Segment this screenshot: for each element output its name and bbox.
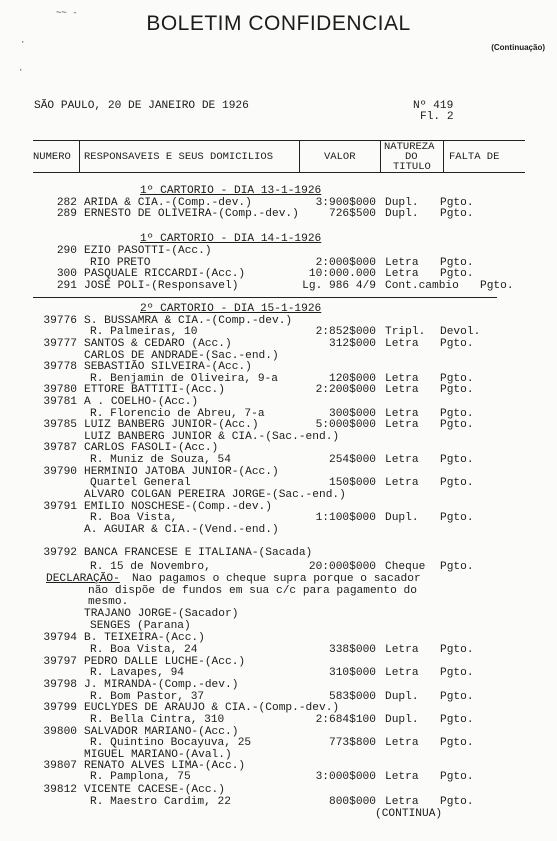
entry-name: R. 15 de Novembro, [90,561,211,573]
entry-name: Quartel General [90,477,191,489]
entry-name: A . COELHO-(Acc.) [84,396,199,408]
entry-natureza: Letra [385,477,419,489]
entry-number: 39799 [43,702,77,714]
section-heading: 1º CARTORIO - DIA 13-1-1926 [140,185,322,197]
entry-name: R. Bella Cintra, 310 [90,714,225,726]
entry-falta: Pgto. [480,280,514,292]
col-natureza-titulo: TITULO [393,161,431,173]
entry-natureza: Letra [385,644,419,656]
entry-falta: Pgto. [440,512,474,524]
entry-name: SALVADOR MARIANO-(Acc.) [84,726,239,738]
entry-name: BANCA FRANCESE E ITALIANA-(Sacada) [84,547,313,559]
entry-falta: Pgto. [440,408,474,420]
entry-name: RENATO ALVES LIMA-(Acc.) [84,760,246,772]
entry-natureza: Letra [385,408,419,420]
entry-natureza: Letra [385,737,419,749]
entry-valor: 254$000 [329,454,376,466]
entry-number: 282 [56,197,77,209]
entry-number: 39794 [43,632,77,644]
entry-valor: 3:900$000 [315,197,376,209]
entry-number: 39777 [43,338,77,350]
entry-number: 289 [56,208,77,220]
entry-number: 39800 [43,726,77,738]
entry-name: EZIO PASOTTI-(Acc.) [84,245,212,257]
entry-name: S. BUSSAMRA & CIA.-(Comp.-dev.) [84,315,293,327]
entry-valor: 312$000 [329,338,376,350]
entry-number: 290 [56,245,77,257]
entry-valor: 120$000 [329,373,376,385]
entry-valor: 726$500 [329,208,376,220]
entry-name: B. TEIXEIRA-(Acc.) [84,632,205,644]
entry-valor: 5:000$000 [315,419,376,431]
entry-falta: Pgto. [440,454,474,466]
entry-name: ARIDA & CIA.-(Comp.-dev.) [84,197,252,209]
entry-valor: 3:000$000 [315,771,376,783]
entry-name: CARLOS FASOLI-(Acc.) [84,442,219,454]
entry-number: 39780 [43,384,77,396]
entry-natureza: Dupl. [385,512,419,524]
entry-name: J. MIRANDA-(Comp.-dev.) [84,679,239,691]
scan-mark: · [20,38,26,48]
entry-falta: Pgto. [440,257,474,269]
entry-natureza: Letra [385,338,419,350]
entry-natureza: Cont.cambio [385,280,459,292]
entry-falta: Devol. [440,326,481,338]
entry-natureza: Letra [385,419,419,431]
continuation-label: (Continuação) [491,43,545,52]
entry-name: ETTORE BATTITI-(Acc.) [84,384,225,396]
entry-falta: Pgto. [440,197,474,209]
entry-name: LUIZ BANBERG JUNIOR-(Acc.) [84,419,259,431]
scan-mark: ~~ - [56,8,78,18]
entry-name: R. Boa Vista, [90,512,178,524]
entry-number: 39812 [43,784,77,796]
entry-valor: 583$000 [329,691,376,703]
entry-falta: Pgto. [440,737,474,749]
entry-number: 39785 [43,419,77,431]
section-heading: 2º CARTORIO - DIA 15-1-1926 [140,303,322,315]
document-title: BOLETIM CONFIDENCIAL [146,12,411,35]
entry-name: SENGES (Parana) [90,620,191,632]
entry-name: SEBASTIÃO SILVEIRA-(Acc.) [84,361,252,373]
declaration-line: Nao pagamos o cheque supra porque o sacador [132,573,421,585]
entry-falta: Pgto. [440,208,474,220]
entry-name: R. Muniz de Souza, 54 [90,454,231,466]
entry-valor: 20:000$000 [308,561,376,573]
bulletin-number: Nº 419 [413,100,454,112]
entry-valor: 300$000 [329,408,376,420]
entry-number: 39778 [43,361,77,373]
entry-name: R. Lavapes, 94 [90,667,184,679]
entry-name: R. Benjamin de Oliveira, 9-a [90,373,278,385]
entry-falta: Pgto. [440,561,474,573]
entry-valor: 150$000 [329,477,376,489]
entry-valor: 773$800 [329,737,376,749]
entry-name: R. Florencio de Abreu, 7-a [90,408,265,420]
entry-valor: 2:000$000 [315,257,376,269]
entry-falta: Pgto. [440,384,474,396]
entry-number: 39798 [43,679,77,691]
declaration-line: não dispõe de fundos em sua c/c para pagamento do [88,585,417,597]
entry-natureza: Letra [385,771,419,783]
entry-natureza: Cheque [385,561,426,573]
entry-number: 291 [56,280,77,292]
entry-name: A. AGUIAR & CIA.-(Vend.-end.) [84,524,279,536]
declaration-label: DECLARAÇÃO- [46,573,120,585]
entry-valor: 338$000 [329,644,376,656]
entry-name: R. Quintino Bocayuva, 25 [90,737,252,749]
entry-falta: Pgto. [440,268,474,280]
entry-number: 39781 [43,396,77,408]
entry-natureza: Letra [385,454,419,466]
entry-natureza: Dupl. [385,691,419,703]
col-falta: FALTA DE [449,151,500,163]
entry-natureza: Letra [385,667,419,679]
entry-name: RIO PRETO [90,257,151,269]
entry-name: CARLOS DE ANDRADE-(Sac.-end.) [84,350,279,362]
entry-name: HERMINIO JATOBA JUNIOR-(Acc.) [84,466,279,478]
entry-number: 39797 [43,656,77,668]
entry-name: R. Boa Vista, 24 [90,644,198,656]
entry-number: 39791 [43,501,77,513]
entry-number: 39807 [43,760,77,772]
entry-name: VICENTE CACESE-(Acc.) [84,784,225,796]
col-responsaveis: RESPONSAVEIS E SEUS DOMICILIOS [84,151,274,163]
place-date: SÃO PAULO, 20 DE JANEIRO DE 1926 [34,100,249,112]
entry-name: SANTOS & CEDARO (Acc.) [84,338,232,350]
col-valor: VALOR [324,151,356,163]
entry-name: LUIZ BANBERG JUNIOR & CIA.-(Sac.-end.) [84,431,340,443]
col-natureza: NATUREZA [384,141,435,153]
entry-name: EMILIO NOSCHESE-(Comp.-dev.) [84,501,272,513]
entry-valor: 2:852$000 [315,326,376,338]
entry-natureza: Dupl. [385,197,419,209]
section-heading: 1º CARTORIO - DIA 14-1-1926 [140,233,322,245]
entry-valor: 310$000 [329,667,376,679]
entry-name: EUCLYDES DE ARAUJO & CIA.-(Comp.-dev.) [84,702,340,714]
entry-falta: Pgto. [440,667,474,679]
entry-falta: Pgto. [440,338,474,350]
entry-number: 39776 [43,315,77,327]
entry-natureza: Letra [385,796,419,808]
entry-valor: 10:000.000 [308,268,376,280]
entry-name: MIGUEL MARIANO-(Aval.) [84,749,232,761]
entry-name: PASQUALE RICCARDI-(Acc.) [84,268,246,280]
entry-name: R. Bom Pastor, 37 [90,691,205,703]
col-numero: NUMERO [33,151,71,163]
entry-number: 39792 [43,547,77,559]
entry-number: 39790 [43,466,77,478]
entry-natureza: Dupl. [385,208,419,220]
continue-note: (CONTINUA) [375,808,443,820]
entry-natureza: Letra [385,384,419,396]
scan-mark: · [18,66,24,76]
entry-natureza: Tripl. [385,326,426,338]
entry-name: TRAJANO JORGE-(Sacador) [84,608,239,620]
entry-number: 300 [56,268,77,280]
entry-falta: Pgto. [440,419,474,431]
sheet-number: Fl. 2 [420,111,454,123]
entry-falta: Pgto. [440,477,474,489]
entry-name: PEDRO DALLE LUCHE-(Acc.) [84,656,246,668]
entry-number: 39787 [43,442,77,454]
entry-natureza: Letra [385,373,419,385]
col-natureza-do: DO [405,151,418,163]
entry-name: JOSÉ POLI-(Responsavel) [84,280,239,292]
entry-name: R. Pamplona, 75 [90,771,191,783]
declaration-line: mesmo. [88,596,129,608]
entry-falta: Pgto. [440,691,474,703]
entry-valor: 2:684$100 [315,714,376,726]
entry-falta: Pgto. [440,714,474,726]
entry-valor: 2:200$000 [315,384,376,396]
entry-name: ALVARO COLGAN PEREIRA JORGE-(Sac.-end.) [84,489,346,501]
entry-natureza: Dupl. [385,714,419,726]
entry-name: R. Palmeiras, 10 [90,326,198,338]
entry-name: R. Maestro Cardim, 22 [90,796,231,808]
entry-natureza: Letra [385,268,419,280]
entry-valor: 1:100$000 [315,512,376,524]
entry-falta: Pgto. [440,796,474,808]
entry-falta: Pgto. [440,771,474,783]
entry-natureza: Letra [385,257,419,269]
entry-falta: Pgto. [440,373,474,385]
entry-valor: Lg. 986 4/9 [302,280,376,292]
entry-falta: Pgto. [440,644,474,656]
entry-name: ERNESTO DE OLIVEIRA-(Comp.-dev.) [84,208,299,220]
entry-valor: 800$000 [329,796,376,808]
